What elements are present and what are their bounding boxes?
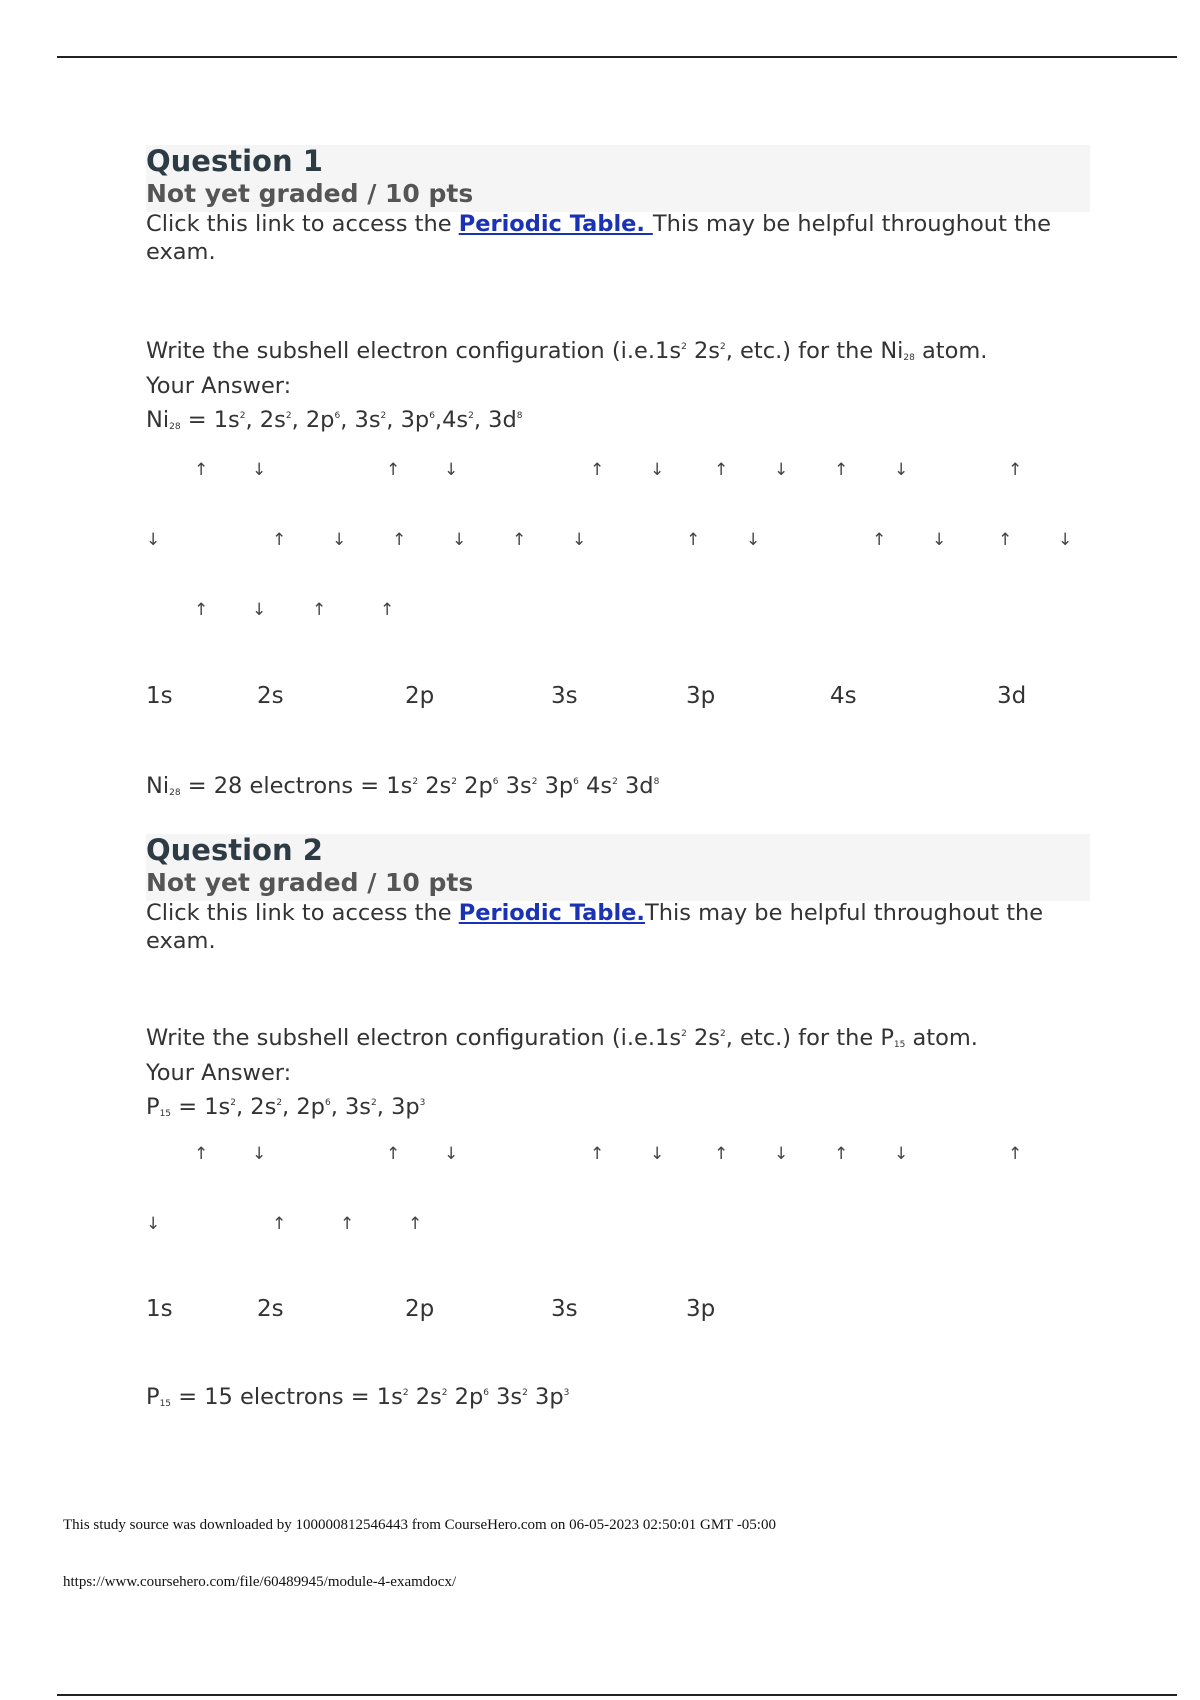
- spin-up-arrow: ↑: [340, 1214, 355, 1234]
- spin-down-arrow: ↓: [146, 530, 161, 550]
- spin-up-arrow: ↑: [194, 460, 209, 480]
- spin-down-arrow: ↓: [746, 530, 761, 550]
- subshell-label: 2s: [257, 1296, 284, 1322]
- question-title: Question 2: [146, 833, 323, 867]
- spin-down-arrow: ↓: [932, 530, 947, 550]
- question-prompt: Write the subshell electron configuration ($i.e.1s^2$ $2s^2$, etc.) for the $P_{15}$ atom. Your Answer:: [146, 1020, 1090, 1087]
- question-2: [146, 834, 1090, 1434]
- spin-up-arrow: ↑: [194, 1144, 209, 1164]
- periodic-table-link[interactable]: Periodic Table.: [458, 900, 645, 926]
- spin-down-arrow: ↓: [894, 460, 909, 480]
- spin-down-arrow: ↓: [894, 1144, 909, 1164]
- subshell-label: 2s: [257, 683, 284, 709]
- question-prompt: Write the subshell electron configuration ($i.e.1s^2$ $2s^2$, etc.) for the $Ni_{28}$ atom. Your Answer:: [146, 333, 1090, 400]
- question-header: [146, 145, 1090, 212]
- spin-down-arrow: ↓: [252, 1144, 267, 1164]
- spin-up-arrow: ↑: [386, 460, 401, 480]
- spin-down-arrow: ↓: [252, 600, 267, 620]
- answer-config: $Ni_{28} = 1s^2$, $2s^2$, $2p^6$, $3s^2$, $3p^6,4s^2$, $3d^8$: [146, 407, 523, 433]
- spin-up-arrow: ↑: [312, 600, 327, 620]
- spin-up-arrow: ↑: [1008, 1144, 1023, 1164]
- answer-summary: $Ni_{28} = 28$ electrons = $1s^2$ $2s^2$ $2p^6$ $3s^2$ $3p^6$ $4s^2$ $3d^8$: [146, 773, 660, 799]
- spin-up-arrow: ↑: [272, 530, 287, 550]
- spin-down-arrow: ↓: [444, 1144, 459, 1164]
- spin-up-arrow: ↑: [512, 530, 527, 550]
- spin-down-arrow: ↓: [1058, 530, 1073, 550]
- subshell-label: 4s: [830, 683, 857, 709]
- spin-up-arrow: ↑: [834, 460, 849, 480]
- question-points: Not yet graded / 10 pts: [146, 868, 474, 897]
- top-rule: [57, 56, 1177, 58]
- spin-up-arrow: ↑: [392, 530, 407, 550]
- spin-down-arrow: ↓: [332, 530, 347, 550]
- spin-up-arrow: ↑: [380, 600, 395, 620]
- spin-down-arrow: ↓: [774, 460, 789, 480]
- subshell-label: 3d: [997, 683, 1027, 709]
- subshell-label: 3p: [686, 683, 716, 709]
- subshell-label: 2p: [405, 1296, 435, 1322]
- subshell-label: 1s: [146, 1296, 173, 1322]
- spin-up-arrow: ↑: [386, 1144, 401, 1164]
- spin-up-arrow: ↑: [272, 1214, 287, 1234]
- subshell-label: 3s: [551, 683, 578, 709]
- download-notice: This study source was downloaded by 100000812546443 from CourseHero.com on 06-05-2023 02:50:01 GMT -05:00: [63, 1517, 776, 1533]
- spin-down-arrow: ↓: [774, 1144, 789, 1164]
- bottom-rule: [57, 1694, 1177, 1696]
- spin-up-arrow: ↑: [590, 1144, 605, 1164]
- spin-down-arrow: ↓: [252, 460, 267, 480]
- question-intro: Click this link to access the Periodic Table. This may be helpful throughout the exam.: [146, 211, 1051, 265]
- spin-up-arrow: ↑: [408, 1214, 423, 1234]
- spin-up-arrow: ↑: [590, 460, 605, 480]
- spin-down-arrow: ↓: [146, 1214, 161, 1234]
- your-answer-label: Your Answer:: [146, 1060, 292, 1086]
- spin-up-arrow: ↑: [834, 1144, 849, 1164]
- spin-up-arrow: ↑: [714, 1144, 729, 1164]
- subshell-label: 3s: [551, 1296, 578, 1322]
- spin-down-arrow: ↓: [452, 530, 467, 550]
- spin-up-arrow: ↑: [1008, 460, 1023, 480]
- subshell-label: 3p: [686, 1296, 716, 1322]
- question-header: [146, 834, 1090, 901]
- source-url[interactable]: https://www.coursehero.com/file/60489945/module-4-examdocx/: [63, 1574, 457, 1590]
- subshell-label: 2p: [405, 683, 435, 709]
- spin-down-arrow: ↓: [650, 1144, 665, 1164]
- spin-down-arrow: ↓: [572, 530, 587, 550]
- spin-up-arrow: ↑: [714, 460, 729, 480]
- question-1: [146, 145, 1090, 805]
- spin-up-arrow: ↑: [872, 530, 887, 550]
- periodic-table-link[interactable]: Periodic Table.: [458, 211, 653, 237]
- answer-config: $P_{15} = 1s^2$, $2s^2$, $2p^6$, $3s^2$, $3p^3$: [146, 1094, 426, 1120]
- spin-up-arrow: ↑: [194, 600, 209, 620]
- question-intro: Click this link to access the Periodic Table.This may be helpful throughout the exam.: [146, 900, 1044, 954]
- subshell-label: 1s: [146, 683, 173, 709]
- spin-up-arrow: ↑: [998, 530, 1013, 550]
- your-answer-label: Your Answer:: [146, 373, 292, 399]
- spin-up-arrow: ↑: [686, 530, 701, 550]
- question-points: Not yet graded / 10 pts: [146, 179, 474, 208]
- question-title: Question 1: [146, 144, 323, 178]
- spin-down-arrow: ↓: [650, 460, 665, 480]
- answer-summary: $P_{15} = 15$ electrons = $1s^2$ $2s^2$ $2p^6$ $3s^2$ $3p^3$: [146, 1384, 570, 1410]
- spin-down-arrow: ↓: [444, 460, 459, 480]
